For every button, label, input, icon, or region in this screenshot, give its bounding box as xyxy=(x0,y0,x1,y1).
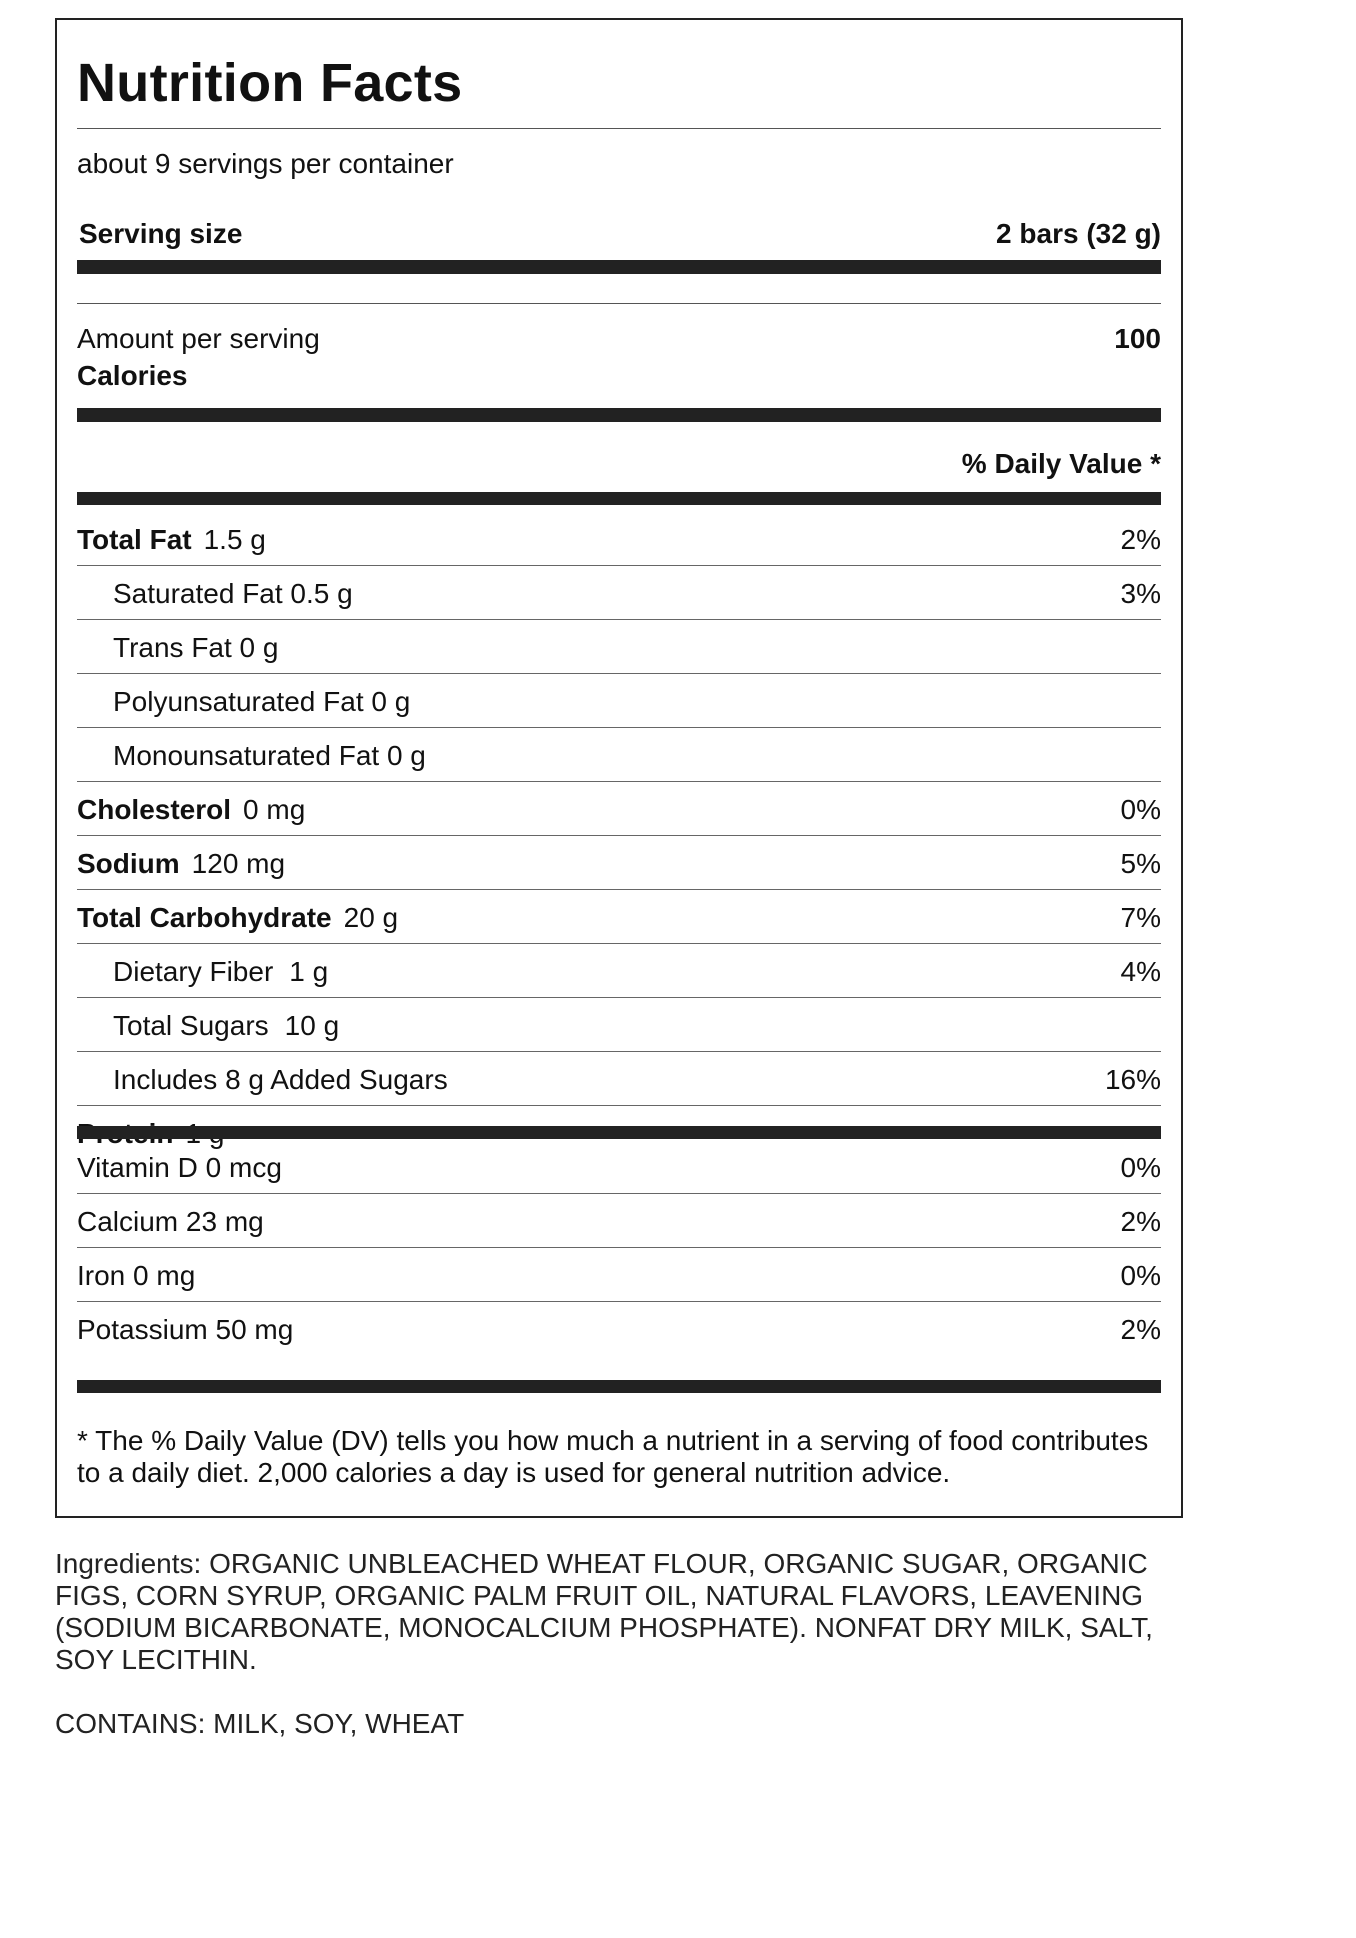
vitamin-daily-value: 0% xyxy=(1120,1152,1161,1183)
thick-divider xyxy=(77,260,1161,274)
nutrient-daily-value: 7% xyxy=(1120,902,1161,933)
servings-per-container: about 9 servings per container xyxy=(77,148,454,179)
nutrient-name: Total Carbohydrate xyxy=(77,902,332,933)
calories-label: Calories xyxy=(77,360,188,391)
vitamin-label: Potassium 50 mg xyxy=(77,1314,294,1345)
divider xyxy=(77,303,1161,304)
nutrient-row xyxy=(77,620,1161,674)
vitamin-row xyxy=(77,1194,1161,1248)
nutrient-amount: 1 g xyxy=(289,956,329,987)
nutrient-label xyxy=(113,1010,339,1042)
panel-title: Nutrition Facts xyxy=(77,53,463,113)
nutrient-row xyxy=(77,782,1161,836)
ingredients-text: Ingredients: ORGANIC UNBLEACHED WHEAT FLOUR, ORGANIC SUGAR, ORGANIC FIGS, CORN SYRUP, ORGANIC PALM FRUIT OIL, NATURAL FLAVORS, LEAVENING (SODIUM BICARBONATE, MONOCALCIUM PHOSPHATE). NONFAT DRY MILK, SALT, SOY LECITHIN. xyxy=(55,1548,1153,1675)
serving-size-value: 2 bars (32 g) xyxy=(996,218,1161,249)
nutrient-name: Includes 8 g Added Sugars xyxy=(113,1064,448,1095)
nutrient-daily-value: 2% xyxy=(1120,524,1161,555)
thick-divider xyxy=(77,1380,1161,1393)
nutrient-label xyxy=(113,578,353,610)
nutrient-label xyxy=(77,524,266,556)
nutrient-amount: 10 g xyxy=(284,1010,340,1041)
nutrient-name: Saturated Fat 0.5 g xyxy=(113,578,353,609)
nutrient-row xyxy=(77,998,1161,1052)
nutrient-row xyxy=(77,890,1161,944)
nutrient-name: Polyunsaturated Fat 0 g xyxy=(113,686,411,717)
nutrient-amount: 0 mg xyxy=(243,794,306,825)
nutrient-label xyxy=(113,956,328,988)
nutrient-label xyxy=(77,902,398,934)
nutrition-facts-panel xyxy=(55,18,1183,1518)
nutrient-row xyxy=(77,728,1161,782)
vitamin-label: Iron 0 mg xyxy=(77,1260,196,1291)
vitamin-row xyxy=(77,1248,1161,1302)
nutrient-label xyxy=(113,1064,448,1096)
nutrient-amount: 20 g xyxy=(343,902,399,933)
vitamin-label: Calcium 23 mg xyxy=(77,1206,264,1237)
nutrient-label xyxy=(113,686,410,718)
amount-per-serving: Amount per serving xyxy=(77,323,320,354)
nutrient-name: Dietary Fiber xyxy=(113,956,274,987)
divider xyxy=(77,128,1161,129)
calories-value: 100 xyxy=(1114,323,1161,354)
nutrient-name: Cholesterol xyxy=(77,794,232,825)
nutrient-name: Total Fat xyxy=(77,524,192,555)
vitamin-row xyxy=(77,1140,1161,1194)
vitamin-label: Vitamin D 0 mcg xyxy=(77,1152,282,1183)
vitamin-daily-value: 2% xyxy=(1120,1206,1161,1237)
vitamin-row xyxy=(77,1302,1161,1356)
nutrient-amount: 1.5 g xyxy=(203,524,266,555)
nutrient-row xyxy=(77,1052,1161,1106)
nutrient-daily-value: 3% xyxy=(1120,578,1161,609)
nutrient-label xyxy=(77,794,305,826)
thick-divider xyxy=(77,1126,1161,1139)
vitamin-daily-value: 0% xyxy=(1120,1260,1161,1291)
nutrient-daily-value: 16% xyxy=(1104,1064,1161,1095)
thick-divider xyxy=(77,408,1161,422)
nutrient-daily-value: 0% xyxy=(1120,794,1161,825)
nutrient-name: Total Sugars xyxy=(113,1010,269,1041)
nutrient-name: Trans Fat 0 g xyxy=(113,632,279,663)
nutrient-name: Sodium xyxy=(77,848,180,879)
serving-size-label: Serving size xyxy=(79,218,243,249)
nutrient-daily-value: 5% xyxy=(1120,848,1161,879)
nutrient-row xyxy=(77,674,1161,728)
nutrient-row xyxy=(77,512,1161,566)
nutrient-row xyxy=(77,836,1161,890)
daily-value-header: % Daily Value * xyxy=(961,448,1161,479)
nutrient-amount: 120 mg xyxy=(191,848,286,879)
nutrient-name: Monounsaturated Fat 0 g xyxy=(113,740,426,771)
daily-value-footnote: * The % Daily Value (DV) tells you how much a nutrient in a serving of food contributes to a daily diet. 2,000 calories a day is used for general nutrition advice. xyxy=(77,1425,1149,1488)
nutrient-daily-value: 4% xyxy=(1120,956,1161,987)
nutrient-label xyxy=(77,848,285,880)
allergen-statement: CONTAINS: MILK, SOY, WHEAT xyxy=(55,1708,465,1739)
nutrient-row xyxy=(77,566,1161,620)
vitamin-daily-value: 2% xyxy=(1120,1314,1161,1345)
nutrient-label xyxy=(113,632,278,664)
nutrient-label xyxy=(113,740,426,772)
thick-divider xyxy=(77,492,1161,505)
nutrient-row xyxy=(77,944,1161,998)
